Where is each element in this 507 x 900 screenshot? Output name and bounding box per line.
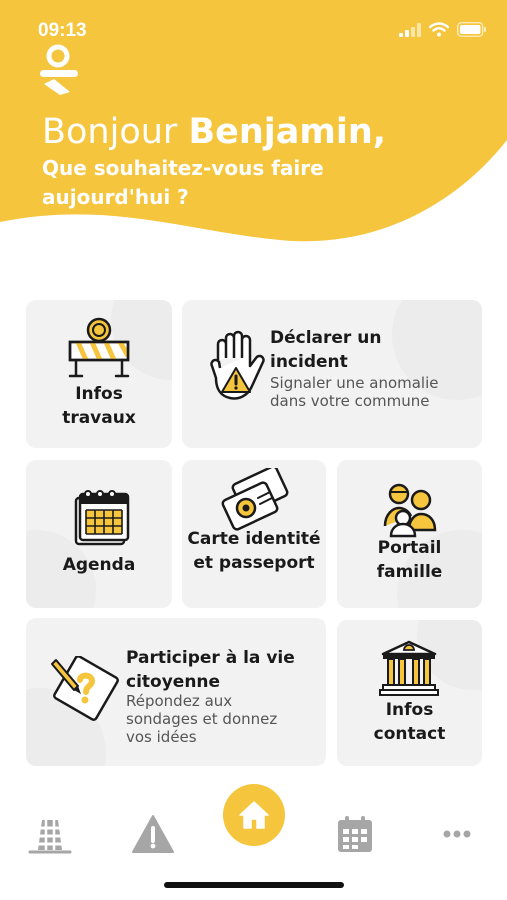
nav-item-agenda[interactable] xyxy=(330,810,380,858)
status-time: 09:13 xyxy=(38,20,87,41)
hand-warning-icon xyxy=(206,330,268,402)
nav-item-roadworks[interactable] xyxy=(22,810,78,858)
app-logo xyxy=(40,40,82,98)
family-icon xyxy=(379,480,441,538)
card-description: Signaler une anomalie dans votre commune xyxy=(270,374,439,410)
warning-icon xyxy=(131,814,175,854)
home-icon xyxy=(238,800,270,830)
roadworks-barrier-icon xyxy=(66,316,132,380)
card-carte-identite[interactable] xyxy=(182,460,326,608)
battery-icon xyxy=(457,22,487,37)
greeting-title xyxy=(42,110,386,154)
home-indicator xyxy=(164,882,344,888)
user-name: Benjamin, xyxy=(188,112,387,152)
card-participer[interactable] xyxy=(26,618,326,766)
id-card-icon xyxy=(220,468,290,532)
card-title: Carte identité et passeport xyxy=(187,529,321,573)
card-declarer-incident[interactable] xyxy=(182,300,482,448)
town-hall-icon xyxy=(379,638,439,698)
card-title: Agenda xyxy=(62,555,136,575)
nav-item-incident[interactable] xyxy=(128,810,178,858)
card-infos-contact[interactable] xyxy=(337,620,482,766)
greeting-word: Bonjour xyxy=(42,112,178,152)
nav-item-more[interactable] xyxy=(432,810,482,858)
calendar-nav-icon xyxy=(335,814,375,854)
card-infos-travaux[interactable] xyxy=(26,300,172,448)
card-title: Participer à la vie citoyenne xyxy=(126,648,295,692)
card-title: Infos contact xyxy=(373,700,446,744)
greeting-subtitle: Que souhaitez-vous faire aujourd'hui ? xyxy=(42,156,324,209)
survey-icon xyxy=(48,656,124,722)
card-title: Déclarer un incident xyxy=(270,328,382,372)
calendar-icon xyxy=(72,488,130,550)
card-portail-famille[interactable] xyxy=(337,460,482,608)
wifi-icon xyxy=(429,22,449,37)
card-description: Répondez aux sondages et donnez vos idées xyxy=(126,692,278,746)
status-icons xyxy=(399,22,487,37)
nav-item-home[interactable] xyxy=(223,784,285,846)
card-title: Portail famille xyxy=(376,538,443,582)
more-icon xyxy=(442,829,472,839)
signal-icon xyxy=(399,23,421,37)
card-title: Infos travaux xyxy=(62,384,136,428)
card-agenda[interactable] xyxy=(26,460,172,608)
roadworks-icon xyxy=(28,814,72,854)
